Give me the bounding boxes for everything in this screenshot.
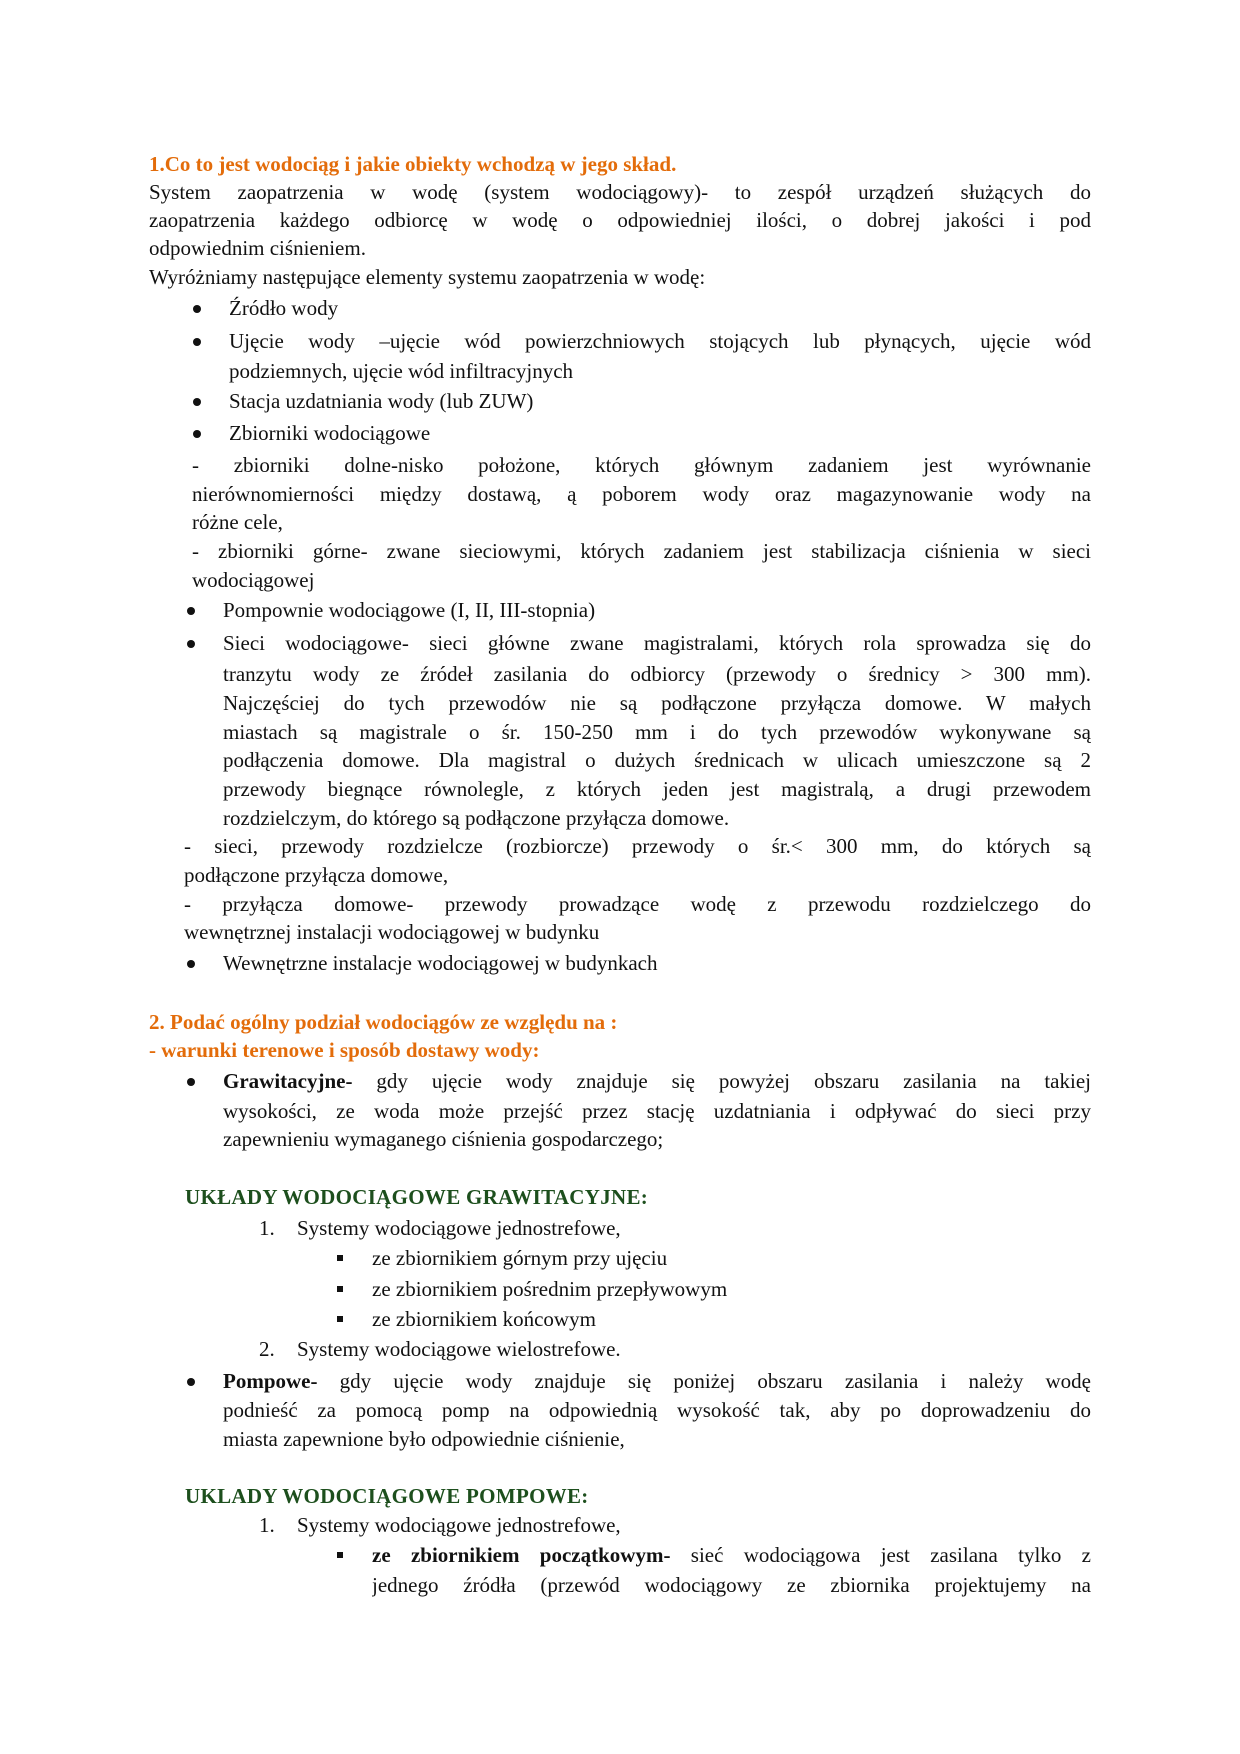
list-item: ze zbiornikiem górnym przy ujęciu (372, 1246, 668, 1270)
list-item (372, 1541, 1091, 1569)
bullet-icon (187, 640, 195, 648)
term: Pompowe- (223, 1369, 318, 1393)
list-item: jednego źródła (przewód wodociągowy ze zbiornika projektujemy na (372, 1573, 1091, 1597)
list-number: 2. (259, 1337, 275, 1361)
list-item: miasta zapewnione było odpowiednie ciśnienie, (223, 1427, 625, 1451)
section-2-subtitle: - warunki terenowe i sposób dostawy wody: (149, 1038, 540, 1062)
list-item: Ujęcie wody –ujęcie wód powierzchniowych stojących lub płynących, ujęcie wód (229, 329, 1091, 353)
list-item: Pompownie wodociągowe (I, II, III-stopnia) (223, 598, 596, 622)
list-item: Systemy wodociągowe jednostrefowe, (297, 1216, 621, 1240)
paragraph-line: odpowiednim ciśnieniem. (149, 236, 366, 260)
paragraph-line: wodociągowej (192, 568, 315, 592)
bullet-icon (187, 960, 195, 968)
list-item: wysokości, ze woda może przejść przez stację uzdatniania i odpływać do sieci przy (223, 1099, 1091, 1123)
paragraph-line: Wyróżniamy następujące elementy systemu zaopatrzenia w wodę: (149, 265, 706, 289)
list-item: ze zbiornikiem pośrednim przepływowym (372, 1277, 728, 1301)
section-1-title: 1.Co to jest wodociąg i jakie obiekty wchodzą w jego skład. (149, 152, 677, 176)
bullet-icon (187, 1378, 195, 1386)
term: Grawitacyjne- (223, 1069, 353, 1093)
square-bullet-icon (337, 1316, 343, 1322)
bullet-icon (193, 398, 201, 406)
bullet-icon (193, 430, 201, 438)
square-bullet-icon (337, 1552, 343, 1558)
paragraph-line: System zaopatrzenia w wodę (system wodociągowy)- to zespół urządzeń służących do (149, 180, 1091, 204)
paragraph-line: wewnętrznej instalacji wodociągowej w budynku (184, 920, 600, 944)
list-item: Najczęściej do tych przewodów nie są podłączone przyłącza domowe. W małych (223, 691, 1091, 715)
bullet-icon (193, 338, 201, 346)
paragraph-line: - zbiorniki górne- zwane sieciowymi, których zadaniem jest stabilizacja ciśnienia w sieci (192, 539, 1091, 563)
list-item: podziemnych, ujęcie wód infiltracyjnych (229, 359, 574, 383)
paragraph-line: nierównomierności między dostawą, ą poborem wody oraz magazynowanie wody na (192, 482, 1091, 506)
bullet-icon (187, 1078, 195, 1086)
list-item: Systemy wodociągowe jednostrefowe, (297, 1513, 621, 1537)
term: ze zbiornikiem początkowym- (372, 1543, 671, 1567)
list-item: podłączenia domowe. Dla magistral o dużych średnicach w ulicach umieszczone są 2 (223, 748, 1091, 772)
list-item: Zbiorniki wodociągowe (229, 421, 431, 445)
list-item: Stacja uzdatniania wody (lub ZUW) (229, 389, 534, 413)
section-2-title: 2. Podać ogólny podział wodociągów ze względu na : (149, 1010, 618, 1034)
list-item: podnieść za pomocą pomp na odpowiednią wysokość tak, aby po doprowadzeniu do (223, 1398, 1091, 1422)
bullet-icon (187, 607, 195, 615)
list-item: przewody biegnące równolegle, z których jeden jest magistralą, a drugi przewodem (223, 777, 1091, 801)
list-item: rozdzielczym, do którego są podłączone przyłącza domowe. (223, 806, 730, 830)
list-item: tranzytu wody ze źródeł zasilania do odbiorcy (przewody o średnicy > 300 mm). (223, 662, 1091, 686)
paragraph-line: - zbiorniki dolne-nisko położone, których głównym zadaniem jest wyrównanie (192, 453, 1091, 477)
list-item (223, 1367, 1091, 1395)
list-item: Źródło wody (229, 296, 339, 320)
square-bullet-icon (337, 1255, 343, 1261)
list-item: miastach są magistrale o śr. 150-250 mm i do tych przewodów wykonywane są (223, 720, 1091, 744)
square-bullet-icon (337, 1286, 343, 1292)
list-item: Sieci wodociągowe- sieci główne zwane magistralami, których rola sprowadza się do (223, 631, 1091, 655)
list-item: zapewnieniu wymaganego ciśnienia gospodarczego; (223, 1127, 664, 1151)
list-number: 1. (259, 1216, 275, 1240)
list-item: Systemy wodociągowe wielostrefowe. (297, 1337, 621, 1361)
paragraph-line: różne cele, (192, 510, 283, 534)
pump-systems-heading: UKLADY WODOCIĄGOWE POMPOWE: (185, 1484, 589, 1508)
paragraph-line: - sieci, przewody rozdzielcze (rozbiorcze) przewody o śr.< 300 mm, do których są (184, 834, 1091, 858)
gravity-systems-heading: UKŁADY WODOCIĄGOWE GRAWITACYJNE: (185, 1185, 649, 1209)
paragraph-line: zaopatrzenia każdego odbiorcę w wodę o odpowiedniej ilości, o dobrej jakości i pod (149, 208, 1091, 232)
paragraph-line: - przyłącza domowe- przewody prowadzące wodę z przewodu rozdzielczego do (184, 892, 1091, 916)
paragraph-line: podłączone przyłącza domowe, (184, 863, 449, 887)
list-item (223, 1067, 1091, 1095)
list-item: ze zbiornikiem końcowym (372, 1307, 596, 1331)
definition: gdy ujęcie wody znajduje się poniżej obszaru zasilania i należy wodę (317, 1369, 1091, 1393)
definition: gdy ujęcie wody znajduje się powyżej obszaru zasilania na takiej (352, 1069, 1091, 1093)
list-number: 1. (259, 1513, 275, 1537)
definition: sieć wodociągowa jest zasilana tylko z (670, 1543, 1091, 1567)
bullet-icon (193, 305, 201, 313)
list-item: Wewnętrzne instalacje wodociągowej w budynkach (223, 951, 658, 975)
